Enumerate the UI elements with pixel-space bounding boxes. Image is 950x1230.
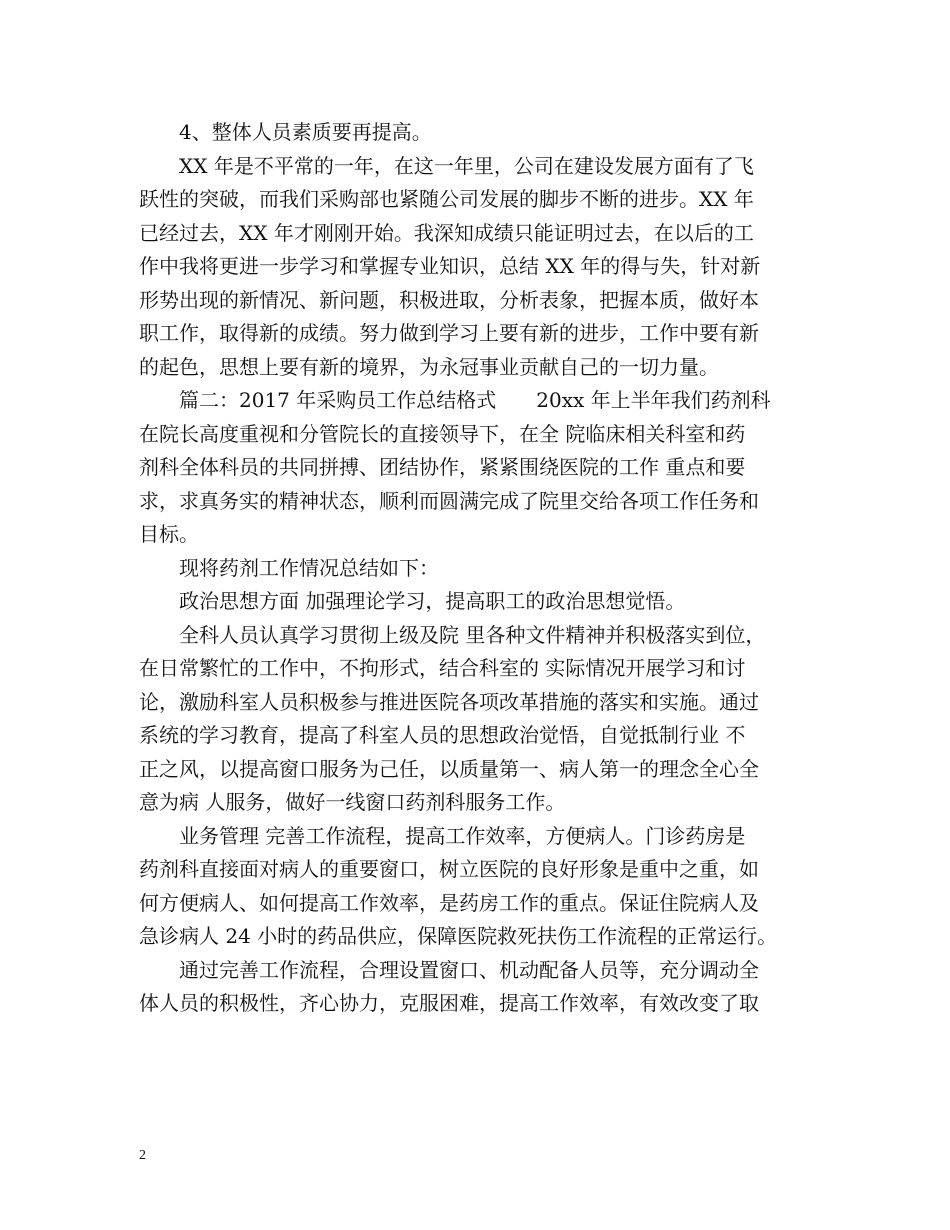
text-line: 政治思想方面 加强理论学习，提高职工的政治思想觉悟。 <box>179 589 686 613</box>
text-line: 体人员的积极性，齐心协力，克服困难，提高工作效率，有效改变了取 <box>139 991 759 1015</box>
text-line: 急诊病人 24 小时的药品供应，保障医院救死扶伤工作流程的正常运行。 <box>139 924 778 948</box>
text-line: 目标。 <box>139 522 199 546</box>
text-line: 作中我将更进一步学习和掌握专业知识，总结 XX 年的得与失，针对新 <box>139 254 761 278</box>
text-line: 在院长高度重视和分管院长的直接领导下，在全 院临床相关科室和药 <box>139 421 746 446</box>
text-line: 求，求真务实的精神状态，顺利而圆满完成了院里交给各项工作任务和 <box>139 488 759 513</box>
text-line: 已经过去，XX 年才刚刚开始。我深知成绩只能证明过去，在以后的工 <box>139 220 754 245</box>
text-line: 剂科全体科员的共同拼搏、团结协作，紧紧围绕医院的工作 重点和要 <box>139 455 746 479</box>
text-line: 在日常繁忙的工作中，不拘形式，结合科室的 实际情况开展学习和讨 <box>139 656 746 680</box>
text-line: 形势出现的新情况、新问题，积极进取，分析表象，把握本质，做好本 <box>139 287 759 312</box>
text-line: 正之风，以提高窗口服务为己任，以质量第一、病人第一的理念全心全 <box>139 756 759 781</box>
text-line: 现将药剂工作情况总结如下： <box>179 555 439 580</box>
text-line: 职工作，取得新的成绩。努力做到学习上要有新的进步，工作中要有新 <box>139 321 759 345</box>
text-line: 业务管理 完善工作流程，提高工作效率，方便病人。门诊药房是 <box>179 823 746 848</box>
text-line: 4、整体人员素质要再提高。 <box>179 120 432 144</box>
text-line: 系统的学习教育，提高了科室人员的思想政治觉悟，自觉抵制行业 不 <box>139 723 746 747</box>
text-line: 的起色，思想上要有新的境界，为永冠事业贡献自己的一切力量。 <box>139 354 719 379</box>
page-number: 2 <box>139 1148 146 1163</box>
text-line: 论，激励科室人员积极参与推进医院各项改革措施的落实和实施。通过 <box>139 689 759 714</box>
text-line: XX 年是不平常的一年，在这一年里，公司在建设发展方面有了飞 <box>179 153 754 178</box>
document-body <box>139 116 819 1021</box>
text-line: 跃性的突破，而我们采购部也紧随公司发展的脚步不断的进步。XX 年 <box>139 187 754 211</box>
text-line: 何方便病人、如何提高工作效率，是药房工作的重点。保证住院病人及 <box>139 890 759 915</box>
text-line: 篇二：2017 年采购员工作总结格式 20xx 年上半年我们药剂科 <box>179 388 771 412</box>
text-line: 全科人员认真学习贯彻上级及院 里各种文件精神并积极落实到位， <box>179 622 766 647</box>
text-line: 药剂科直接面对病人的重要窗口，树立医院的良好形象是重中之重，如 <box>139 857 759 881</box>
text-line: 意为病 人服务，做好一线窗口药剂科服务工作。 <box>139 790 566 814</box>
text-line: 通过完善工作流程，合理设置窗口、机动配备人员等，充分调动全 <box>179 957 759 982</box>
